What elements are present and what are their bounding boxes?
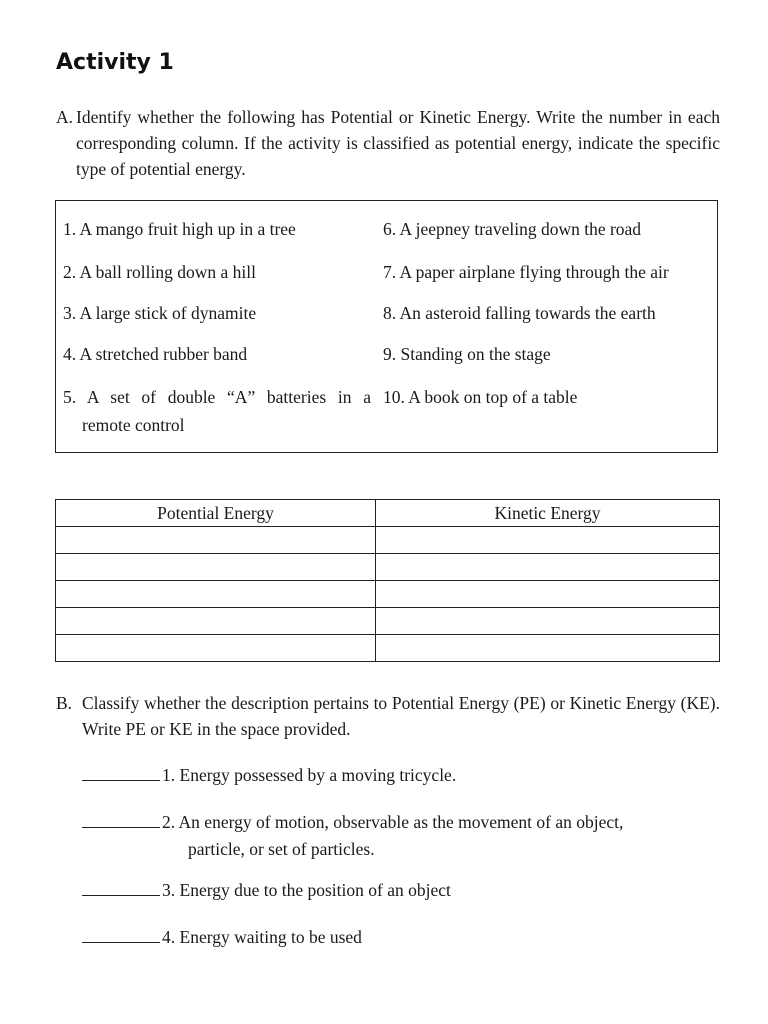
- kinetic-energy-header: Kinetic Energy: [376, 500, 720, 527]
- list-item: 6. A jeepney traveling down the road: [383, 219, 642, 239]
- part-b-item: [82, 762, 456, 789]
- part-b-item-text: 1. Energy possessed by a moving tricycle.: [162, 765, 457, 785]
- part-b-item-text: 3. Energy due to the position of an object: [162, 880, 451, 900]
- potential-energy-header: Potential Energy: [56, 500, 376, 527]
- kinetic-cell[interactable]: [376, 581, 720, 608]
- list-item: 4. A stretched rubber band: [63, 344, 248, 364]
- kinetic-cell[interactable]: [376, 608, 720, 635]
- answer-blank[interactable]: [82, 812, 160, 828]
- activity-title: Activity 1: [56, 50, 174, 75]
- table-row: [56, 635, 720, 662]
- part-b-label: B.: [56, 693, 73, 713]
- part-b-text: Classify whether the description pertains to Potential Energy (PE) or Kinetic Energy (KE). Write PE or KE in the space provided.: [82, 693, 720, 739]
- list-item: 1. A mango fruit high up in a tree: [63, 219, 296, 239]
- list-item: 8. An asteroid falling towards the earth: [383, 303, 656, 323]
- kinetic-cell[interactable]: [376, 527, 720, 554]
- items-list-box: [55, 200, 718, 453]
- table-header-row: [56, 500, 720, 527]
- part-b-item-continuation: particle, or set of particles.: [188, 839, 375, 859]
- part-a-instructions: [56, 104, 720, 182]
- potential-cell[interactable]: [56, 581, 376, 608]
- list-item: 5. A set of double “A” batteries in a: [63, 387, 371, 407]
- list-item: 7. A paper airplane flying through the air: [383, 262, 669, 282]
- part-b-item-text: 4. Energy waiting to be used: [162, 927, 362, 947]
- table-row: [56, 608, 720, 635]
- part-b-item: [82, 809, 720, 863]
- part-b-item: [82, 924, 362, 951]
- part-a-label: A.: [56, 107, 74, 127]
- part-a-text: Identify whether the following has Potential or Kinetic Energy. Write the number in each corresponding column. If the activity is classified as potential energy, indicate the specific type of potential energy.: [76, 107, 720, 179]
- potential-cell[interactable]: [56, 635, 376, 662]
- answer-blank[interactable]: [82, 765, 160, 781]
- answer-blank[interactable]: [82, 927, 160, 943]
- table-row: [56, 554, 720, 581]
- energy-classification-table: [55, 499, 720, 662]
- list-item: 9. Standing on the stage: [383, 344, 551, 364]
- answer-blank[interactable]: [82, 880, 160, 896]
- potential-cell[interactable]: [56, 554, 376, 581]
- table-row: [56, 527, 720, 554]
- list-item: 2. A ball rolling down a hill: [63, 262, 256, 282]
- part-b-item-text: 2. An energy of motion, observable as the movement of an object,: [162, 812, 624, 832]
- potential-cell[interactable]: [56, 608, 376, 635]
- kinetic-cell[interactable]: [376, 554, 720, 581]
- kinetic-cell[interactable]: [376, 635, 720, 662]
- potential-cell[interactable]: [56, 527, 376, 554]
- list-item: 3. A large stick of dynamite: [63, 303, 257, 323]
- part-b-instructions: [56, 690, 720, 742]
- part-b-item: [82, 877, 451, 904]
- list-item: 10. A book on top of a table: [383, 387, 578, 407]
- table-row: [56, 581, 720, 608]
- list-item-continuation: remote control: [82, 415, 185, 435]
